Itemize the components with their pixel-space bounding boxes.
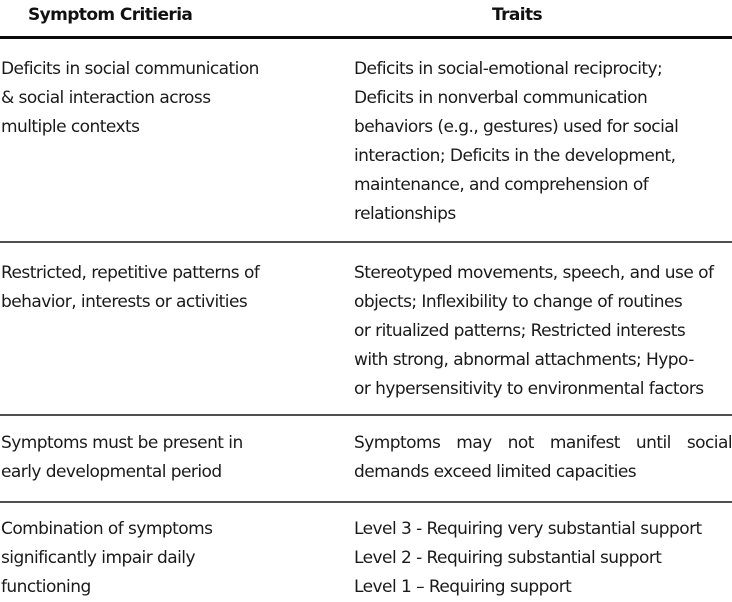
criteria-cell xyxy=(1,259,301,317)
support-level-3: Level 3 - Requiring very substantial support xyxy=(354,519,702,539)
traits-line: Deficits in social-emotional reciprocity; xyxy=(354,59,663,79)
table-row xyxy=(0,416,732,503)
traits-cell xyxy=(354,515,732,602)
table-row xyxy=(0,503,732,602)
criteria-line: Restricted, repetitive patterns of xyxy=(1,263,260,283)
traits-line: objects; Inflexibility to change of routines xyxy=(354,292,683,312)
criteria-line: behavior, interests or activities xyxy=(1,292,248,312)
criteria-line: & social interaction across xyxy=(1,88,211,108)
criteria-line: multiple contexts xyxy=(1,117,140,137)
traits-line: Stereotyped movements, speech, and use of xyxy=(354,263,714,283)
criteria-line: Deficits in social communication xyxy=(1,59,259,79)
traits-cell xyxy=(354,429,732,487)
traits-line: Deficits in nonverbal communication xyxy=(354,88,648,108)
criteria-line: Combination of symptoms xyxy=(1,519,213,539)
traits-line: relationships xyxy=(354,204,456,224)
traits-line: demands exceed limited capacities xyxy=(354,462,637,482)
traits-line: with strong, abnormal attachments; Hypo- xyxy=(354,350,694,370)
traits-cell xyxy=(354,259,732,404)
traits-line: or ritualized patterns; Restricted interests xyxy=(354,321,686,341)
criteria-line: functioning xyxy=(1,577,91,597)
criteria-cell xyxy=(1,515,301,602)
column-header-symptom-criteria: Symptom Critieria xyxy=(28,5,193,25)
traits-line: Symptoms may not manifest until social xyxy=(354,433,732,453)
column-header-traits: Traits xyxy=(492,5,543,25)
traits-line: interaction; Deficits in the development, xyxy=(354,146,676,166)
criteria-line: Symptoms must be present in xyxy=(1,433,243,453)
support-level-2: Level 2 - Requiring substantial support xyxy=(354,548,662,568)
table-header xyxy=(0,0,732,39)
traits-line: behaviors (e.g., gestures) used for social xyxy=(354,117,679,137)
traits-line: or hypersensitivity to environmental factors xyxy=(354,379,704,399)
criteria-cell xyxy=(1,429,301,487)
support-level-1: Level 1 – Requiring support xyxy=(354,577,572,597)
criteria-line: significantly impair daily xyxy=(1,548,195,568)
criteria-cell xyxy=(1,55,301,142)
traits-line: maintenance, and comprehension of xyxy=(354,175,649,195)
table-row xyxy=(0,39,732,243)
table-row xyxy=(0,243,732,416)
traits-cell xyxy=(354,55,732,229)
criteria-line: early developmental period xyxy=(1,462,222,482)
